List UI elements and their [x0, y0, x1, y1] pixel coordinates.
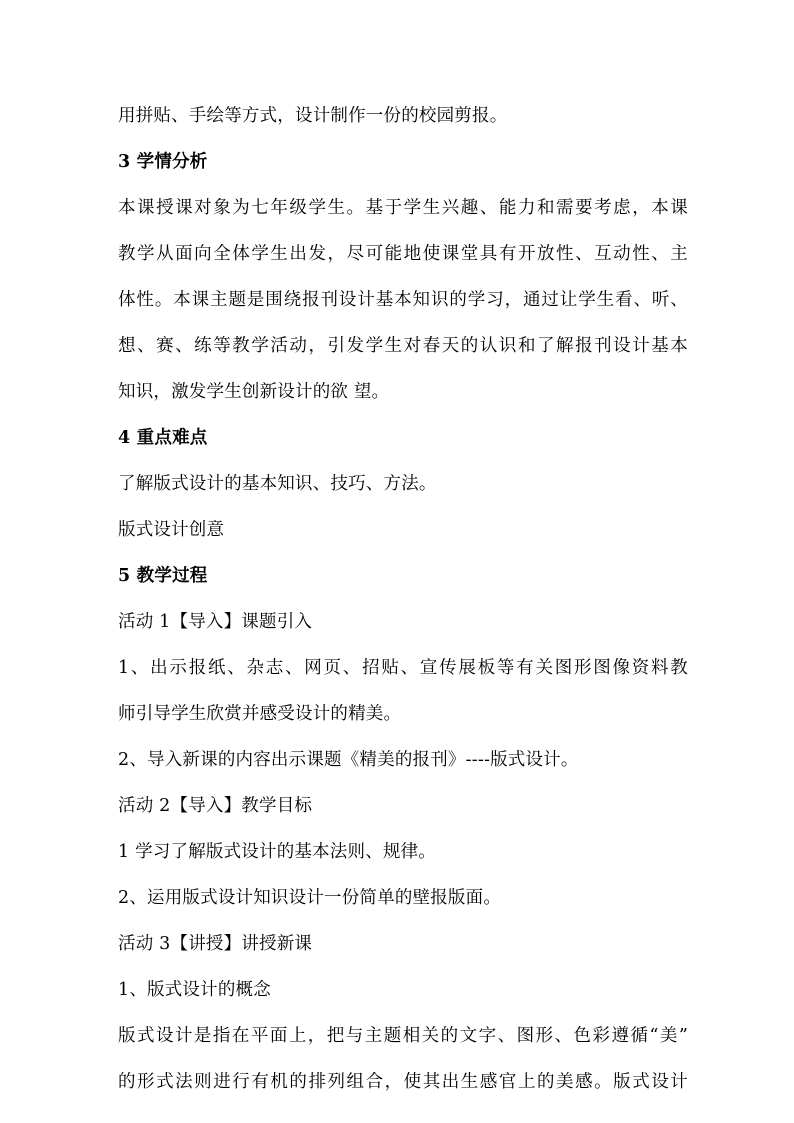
- paragraph-line: 1、版式设计的概念: [118, 980, 271, 1000]
- paragraph-line: 1 学习了解版式设计的基本法则、规律。: [118, 842, 436, 862]
- paragraph-line: 体性。本课主题是围绕报刊设计基本知识的学习，通过让学生看、听、: [118, 290, 688, 310]
- paragraph-line: 想、赛、练等教学活动，引发学生对春天的认识和了解报刊设计基本: [118, 336, 688, 356]
- paragraph-line: 2、导入新课的内容出示课题《精美的报刊》----版式设计。: [118, 750, 579, 770]
- paragraph-line: 活动 1【导入】课题引入: [118, 612, 313, 632]
- paragraph-line: 版式设计创意: [118, 520, 225, 540]
- section-heading: 3 学情分析: [118, 152, 208, 172]
- paragraph-line: 版式设计是指在平面上，把与主题相关的文字、图形、色彩遵循“美”: [118, 1026, 688, 1046]
- paragraph-line: 师引导学生欣赏并感受设计的精美。: [118, 704, 402, 724]
- paragraph-line: 教学从面向全体学生出发，尽可能地使课堂具有开放性、互动性、主: [118, 244, 688, 264]
- paragraph-line: 1、出示报纸、杂志、网页、招贴、宣传展板等有关图形图像资料教: [118, 658, 688, 678]
- paragraph-line: 知识，激发学生创新设计的欲 望。: [118, 382, 390, 402]
- section-heading: 4 重点难点: [118, 428, 208, 448]
- paragraph-line: 用拼贴、手绘等方式，设计制作一份的校园剪报。: [118, 106, 508, 126]
- section-heading: 5 教学过程: [118, 566, 208, 586]
- paragraph-line: 的形式法则进行有机的排列组合，使其出生感官上的美感。版式设计: [118, 1072, 688, 1092]
- paragraph-line: 活动 2【导入】教学目标: [118, 796, 313, 816]
- paragraph-line: 了解版式设计的基本知识、技巧、方法。: [118, 474, 437, 494]
- paragraph-line: 2、运用版式设计知识设计一份简单的壁报版面。: [118, 888, 502, 908]
- paragraph-line: 活动 3【讲授】讲授新课: [118, 934, 313, 954]
- paragraph-line: 本课授课对象为七年级学生。基于学生兴趣、能力和需要考虑，本课: [118, 198, 688, 218]
